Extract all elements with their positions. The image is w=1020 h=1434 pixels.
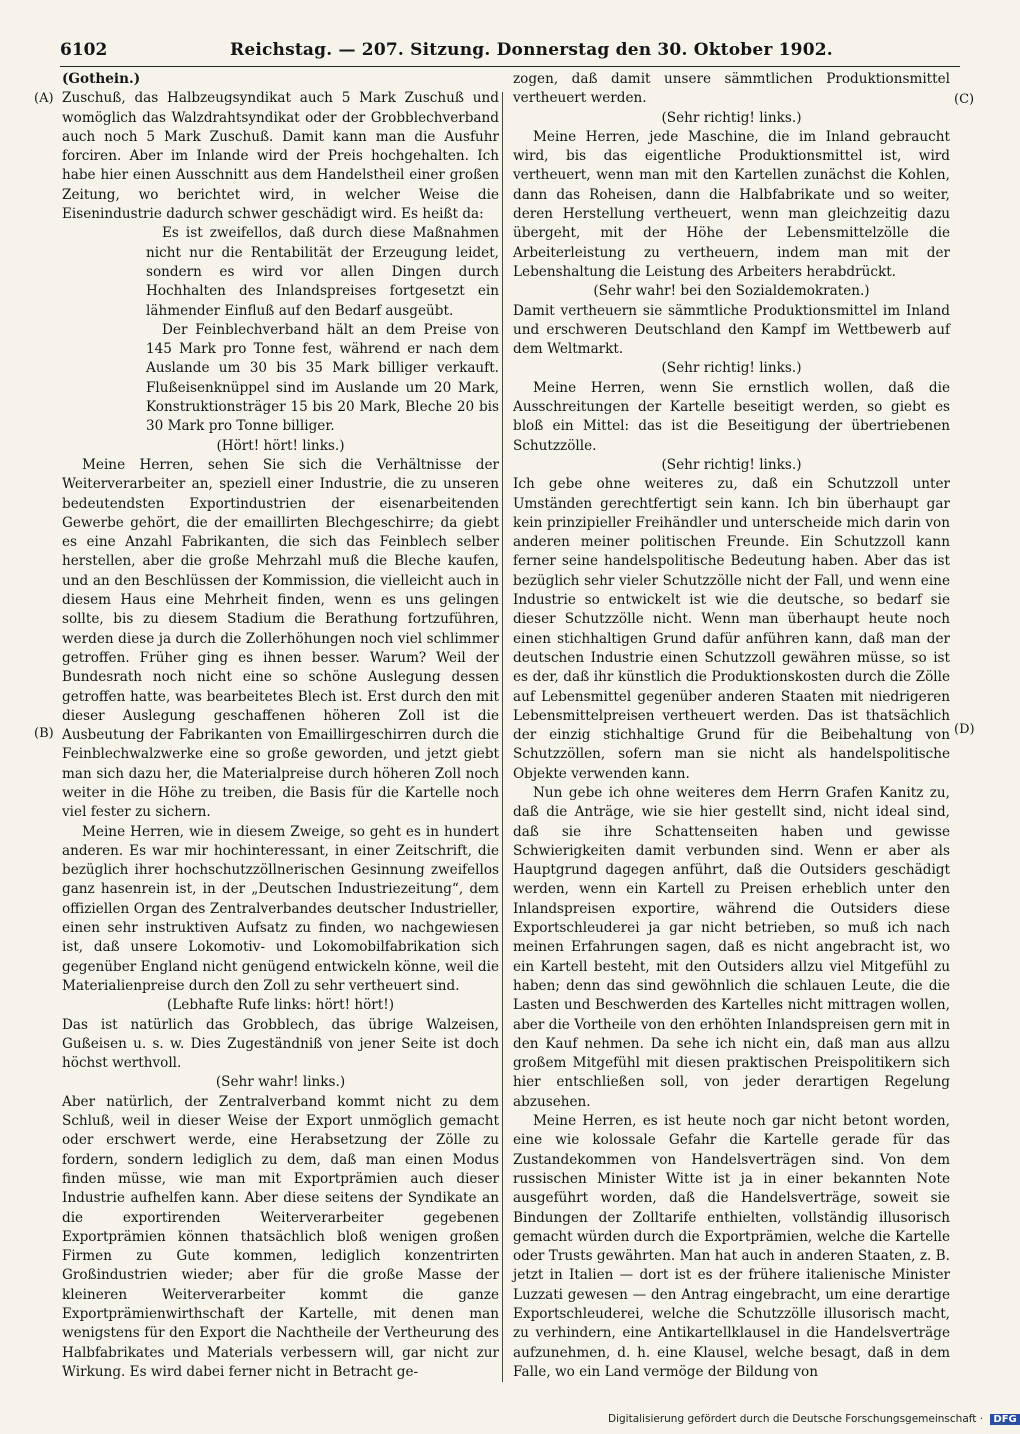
paragraph: Nun gebe ich ohne weiteres dem Herrn Grafen Kanitz zu, daß die Anträge, wie sie hier gestellt sind, nicht ideal sind, daß sie ihre Schattenseiten haben und gewisse Schwierigkeiten damit verbunden sind. Wenn er aber als Hauptgrund dagegen anführt, daß die Outsiders geschädigt werden, wenn ein Kartell zu Preisen erheblich unter den Inlandspreisen exportire, während die Outsiders diese Exportschleuderei ja gar nicht betrieben, so muß ich nach meinen Erfahrungen sagen, daß es nicht angebracht ist, wo ein Kartell besteht, mit den Outsiders allzu viel Mitgefühl zu haben; denn das sind gewöhnlich die schlauen Leute, die die Lasten und Beschwerden des Kartelles nicht mittragen wollen, aber die Vortheile von den erhöhten Inlandspreisen gern mit in den Kauf nehmen. Da sehe ich nicht ein, daß man aus allzu großem Mitgefühl mit diesen praktischen Preispolitikern sich hier entschließen soll, von jeder derartigen Regelung abzusehen. (513, 784, 950, 1110)
interjection: (Hört! hört! links.) (216, 437, 345, 454)
paragraph: Aber natürlich, der Zentralverband kommt nicht zu dem Schluß, weil in dieser Weise der Export unmöglich gemacht oder erschwert werde, eine Herabsetzung der Zölle zu fordern, sondern lediglich zu dem, daß man einen Modus finden müsse, wie man mit Exportprämien auch dieser Industrie aufhelfen kann. Aber diese seitens der Syndikate an die exportirenden Weiterverarbeiter gegebenen Exportprämien können thatsächlich bloß wenigen großen Firmen zu Gute kommen, lediglich konzentrirten Großindustrien wieder; aber für die große Masse der kleineren Weiterverarbeiter kommt die ganze Exportprämienwirthschaft der Kartelle, mit denen man wenigstens für den Export die Nachtheile der Vertheurung des Halbfabrikates und Materials verbessern will, gar nicht zur Wirkung. Es wird dabei ferner nicht in Betracht ge- (62, 1093, 499, 1380)
interjection: (Sehr wahr! bei den Sozialdemokraten.) (593, 283, 870, 300)
interjection: (Lebhafte Rufe links: hört! hört!) (166, 997, 395, 1014)
paragraph: Das ist natürlich das Grobblech, das übrige Walzeisen, Gußeisen u. s. w. Dies Zugeständniß von jener Seite ist doch höchst werthvoll. (62, 1016, 499, 1072)
paragraph: Damit vertheuern sie sämmtliche Produktionsmittel im Inland und erschweren Deutschland den Kampf im Wettbewerb auf dem Weltmarkt. (513, 302, 950, 358)
interjection: (Sehr richtig! links.) (661, 109, 802, 126)
paragraph: Meine Herren, es ist heute noch gar nicht betont worden, eine wie kolossale Gefahr die Kartelle gerade für das Zustandekommen von Handelsverträgen sind. Von dem russischen Minister Witte ist ja in einer bekannten Note ausgeführt worden, daß die Handelsverträge, soweit sie Bindungen der Zolltarife enthielten, vollständig illusorisch gemacht würden durch die Exportprämien, welche die Kartelle oder Trusts gewährten. Man hat auch in anderen Staaten, z. B. jetzt in Italien — dort ist es der frühere italienische Minister Luzzati gewesen — den Antrag eingebracht, um eine derartige Exportschleuderei, welche die Schutzzölle illusorisch macht, zu verhindern, eine Antikartellklausel in die Handelsverträge aufzunehmen, d. h. eine Klausel, welche besagt, daß in dem Falle, wo ein Land vermöge der Bildung von (513, 1113, 950, 1380)
dfg-logo: DFG (990, 1414, 1019, 1425)
paragraph: zogen, daß damit unsere sämmtlichen Produktionsmittel vertheuert werden. (513, 71, 950, 107)
interjection: (Sehr wahr! links.) (215, 1074, 346, 1091)
speaker-label: (Gothein.) (62, 71, 141, 87)
right-column (513, 70, 950, 1382)
paragraph: Meine Herren, jede Maschine, die im Inland gebraucht wird, bis das eigentliche Produktionsmittel ist, wird vertheuert, wenn man mit den Kartellen zunächst die Kohlen, dann das Roheisen, dann die Halbfabrikate und so weiter, deren Herstellung vertheuert, wenn man gleichzeitig dazu übergeht, mit der Höhe der Lebensmittelzölle die Arbeiterleistung zu vertheuern, indem man mit der Lebenshaltung die Leistung des Arbeiters herabdrückt. (513, 128, 950, 280)
margin-mark-b: (B) (34, 726, 54, 741)
left-column (62, 70, 499, 1382)
interjection: (Sehr richtig! links.) (661, 456, 802, 473)
quote-paragraph: Der Feinblechverband hält an dem Preise von 145 Mark pro Tonne fest, während er nach dem Auslande um 30 bis 35 Mark billiger verkauft. Flußeisenknüppel sind im Auslande um 20 Mark, Konstruktionsträger 15 bis 20 Mark, Bleche 20 bis 30 Mark pro Tonne billiger. (146, 321, 499, 435)
column-divider (502, 92, 503, 1382)
paragraph: Meine Herren, wenn Sie ernstlich wollen, daß die Ausschreitungen der Kartelle beseitigt werden, so giebt es bloß ein Mittel: das ist die Beseitigung der übertriebenen Schutzzölle. (513, 379, 950, 454)
paragraph: Meine Herren, sehen Sie sich die Verhältnisse der Weiterverarbeiter an, speziell einer Industrie, die zu unseren bedeutendsten Exportindustrien der eisenarbeitenden Gewerbe gehört, die der emaillirten Blechgeschirre; da giebt es eine Anzahl Fabrikanten, die sich das Feinblech selber herstellen, aber die große Mehrzahl muß die Bleche kaufen, und an den Beschlüssen der Kommission, die vielleicht auch in diesem Haus eine Mehrheit finden, wenn es uns gelingen sollte, bis zu diesem Stadium die Berathung fortzuführen, werden diese ja durch die Zollerhöhungen noch viel schlimmer getroffen. Früher ging es ihnen besser. Warum? Weil der Bundesrath noch nicht eine so schöne Auslegung dessen getroffen hatte, was bearbeitetes Blech ist. Erst durch den mit dieser Auslegung geschaffenen höheren Zoll ist die Ausbeutung der Fabrikanten von Emaillirgeschirren durch die Feinblechwalzwerke eine so große geworden, und jetzt giebt man sich dazu her, die Materialpreise durch höheren Zoll noch weiter in die Höhe zu treiben, die Basis für die Kartelle noch viel fester zu sichern. (62, 456, 499, 821)
page-number: 6102 (60, 40, 108, 60)
paragraph: Meine Herren, wie in diesem Zweige, so geht es in hundert anderen. Es war mir hochinteressant, in einer Zeitschrift, die bezüglich ihrer hochschutzzöllnerischen Gesinnung zweifellos ganz hasenrein ist, in der „Deutschen Industriezeitung“, dem offiziellen Organ des Zentralverbandes deutscher Industrieller, einen sehr instruktiven Aufsatz zu finden, wo nachgewiesen ist, daß unsere Lokomotiv- und Lokomobilfabrikation sich gegenüber England nicht genügend entwickeln könne, weil die Materialienpreise durch den Zoll zu sehr vertheuert sind. (62, 823, 499, 994)
footer-text: Digitalisierung gefördert durch die Deutsche Forschungsgemeinschaft · (608, 1413, 984, 1425)
page-header (60, 40, 960, 68)
paragraph: Ich gebe ohne weiteres zu, daß ein Schutzzoll unter Umständen gerechtfertigt sein kann. Ich bin überhaupt gar kein prinzipieller Freihändler und unterscheide mich darin von anderen meiner politischen Freunde. Ein Schutzzoll kann ferner seine handelspolitische Bedeutung haben. Aber das ist bezüglich sehr vieler Schutzzölle nicht der Fall, und wenn eine Industrie so entwickelt ist wie die deutsche, so bedarf sie dieser Schutzzölle nicht. Wenn man überhaupt heute noch einen stichhaltigen Grund dafür anführen kann, daß man der deutschen Industrie einen Schutzzoll gewähren müsse, so ist es der, daß ihr künstlich die Produktionskosten durch die Zölle auf Lebensmittel gegenüber anderen Staaten mit niedrigeren Lebensmittelpreisen vertheuert werden. Das ist thatsächlich der einzig stichhaltige Grund für die Beibehaltung von Schutzzöllen, sofern man sie nicht als handelspolitische Objekte verwenden kann. (513, 476, 950, 782)
margin-mark-d: (D) (954, 722, 975, 737)
margin-mark-c: (C) (954, 92, 975, 107)
footer-credit (608, 1413, 1020, 1425)
interjection: (Sehr richtig! links.) (661, 360, 802, 377)
paragraph: Zuschuß, das Halbzeugsyndikat auch 5 Mark Zuschuß und womöglich das Walzdrahtsyndikat oder der Grobblechverband auch noch 5 Mark Zuschuß. Damit kann man die Ausfuhr forciren. Aber im Inlande wird der Preis hochgehalten. Ich habe hier einen Ausschnitt aus dem Handelstheil einer großen Zeitung, wo berichtet wird, in welcher Weise die Eisenindustrie dadurch schwer geschädigt wird. Es heißt da: (62, 90, 499, 223)
page-title: Reichstag. — 207. Sitzung. Donnerstag den 30. Oktober 1902. (230, 40, 833, 60)
margin-mark-a: (A) (34, 91, 54, 106)
quote-paragraph: Es ist zweifellos, daß durch diese Maßnahmen nicht nur die Rentabilität der Erzeugung leidet, sondern es wird vor allen Dingen durch Hochhalten des Inlandspreises fortgesetzt ein lähmender Einfluß auf den Bedarf ausgeübt. (146, 225, 499, 319)
header-rule (60, 66, 960, 67)
